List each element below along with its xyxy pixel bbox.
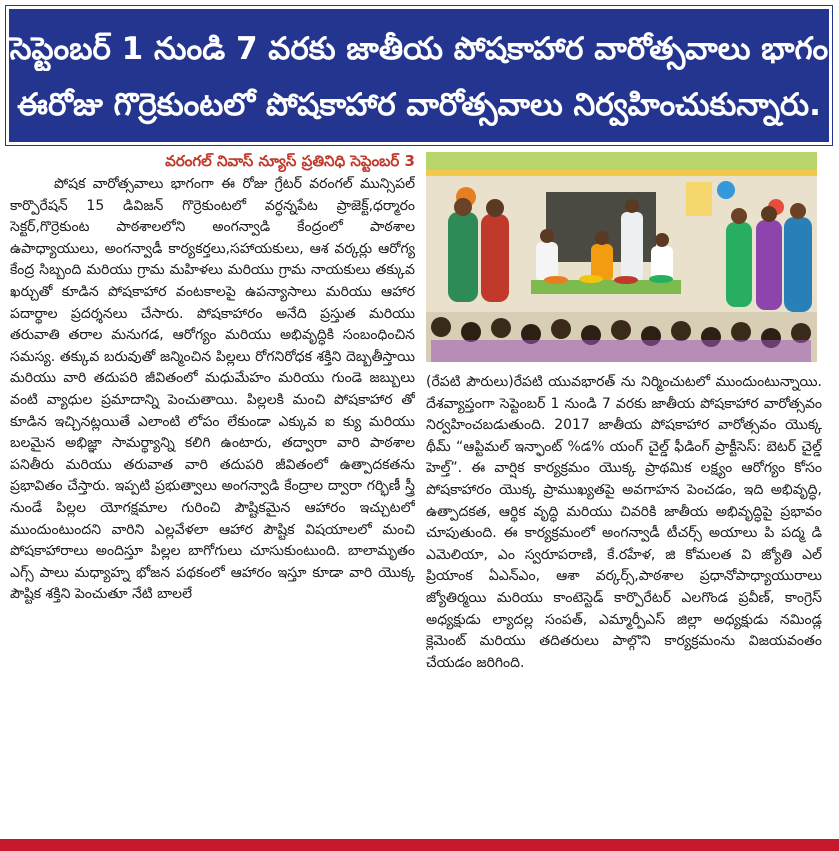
article-column-left <box>10 150 415 835</box>
event-photo <box>426 152 817 362</box>
event-photo-illustration <box>426 152 817 362</box>
headline-line-1: సెప్టెంబర్ 1 నుండి 7 వరకు జాతీయ పోషకాహార వారోత్సవాలు భాగం <box>9 31 829 67</box>
article-body-left: పోషక వారోత్సవాలు భాగంగా ఈ రోజు గ్రేటర్ వరంగల్ మున్సిపల్ కార్పొరేషన్ 15 డివిజన్ గొర్రెకుంటలో వర్ధన్నపేట ప్రాజెక్ట్,ధర్మారం సెక్టర్,గొర్రెకుంట పాఠశాలలోని అంగన్వాడి కేంద్రంలో పాఠశాల ఉపాధ్యాయులు, అంగన్వాడీ కార్యకర్తలు,సహాయకులు, ఆశ వర్కర్లు ఆరోగ్య కేంద్ర సిబ్బంది మరియు గ్రామ మహిళలు మరియు గ్రామ నాయకులు తక్కువ ఖర్చుతో కూడిన పోషకాహార వంటకాలపై ఉపన్యాసాలు మరియు ఆహార పదార్థాల ప్రదర్శనలు చేసారు. పోషకాహారం అనేది ప్రస్తుత మరియు తరువాతి తరాల మనుగడ, ఆరోగ్యం మరియు అభివృద్ధికి సంబంధించిన సమస్య. తక్కువ బరువుతో జన్మించిన పిల్లలు రోగనిరోధక శక్తిని దెబ్బతీస్తాయి మరియు వారి తదుపరి జీవితంలో మధుమేహం మరియు గుండె జబ్బులు వంటి వ్యాధుల ప్రమాదాన్ని పెంచుతాయి. పిల్లలకి మంచి పోషకాహార తో కూడిన ఇచ్చినట్లయితే ఎలాంటి లోపం లేకుండా ఎక్కువ ఐ క్యు మరియు బలమైన అభిజ్ఞా సామర్థ్యాన్ని కలిగి ఉంటారు, తద్వారా వారి పాఠశాల పనితీరు మరియు తరువాత వారి తదుపరి జీవితంలో ఉత్పాదకతను ప్రభావితం చేస్తారు. ఇప్పటి ప్రభుత్వాలు అంగన్వాడి కేంద్రాల ద్వారా గర్భిణీ స్త్రీ నుండే పిల్లల యోగక్షమాల గురించి పౌష్టికమైన ఆహారం ఇచ్చుటలో ముందుంటుందని వారిని ఎల్లవేళలా ఆహార పౌష్టిక విషయాలలో మంచి పోషకాహారాలు అందిస్తూ పిల్లల బాగోగులు చూసుకుంటుంది. బాలామృతం ఎగ్స్ పాలు మధ్యాహ్న భోజన పథకంలో ఆహారం ఇస్తూ కూడా వారి యొక్క పౌష్టిక శక్తిని పెంచుతూ నేటి బాలలే <box>10 176 415 603</box>
article-body-right: (రేపటి పౌరులు)రేపటి యువభారత్ ను నిర్మించుటలో ముందుంటున్నాయి. దేశవ్యాప్తంగా సెప్టెంబర్ 1 నుండి 7 వరకు జాతీయ పోషకాహార వారోత్సవం నిర్వహించబడుతుంది. 2017 జాతీయ పోషకాహార వారోత్సవం యొక్క థీమ్ “ఆప్టిమల్ ఇన్ఫాంట్ %డ% యంగ్ చైల్డ్ ఫీడింగ్ ప్రాక్టీసెస్: బెటర్ చైల్డ్ హెల్త్”. ఈ వార్షిక కార్యక్రమం యొక్క ప్రాథమిక లక్ష్యం ఆరోగ్యం కోసం పోషకాహారం యొక్క ప్రాముఖ్యతపై అవగాహన పెంచడం, ఇది అభివృద్ధి, ఉత్పాదకత, ఆర్థిక వృద్ధి మరియు చివరికి జాతీయ అభివృద్ధిపై ప్రభావం చూపుతుంది. ఈ కార్యక్రమంలో అంగన్వాడీ టీచర్స్ అయాలు పి పద్మ డి ఎమెలియా, ఎం స్వరూపరాణి, కే.రహేళ, జి కోమలత వి జ్యోతి ఎల్ ప్రియాంక ఏఎన్ఎం, ఆశా వర్కర్స్,పాఠశాల ప్రధానోపాధ్యాయురాలు జ్యోతిర్మయి మరియు కాంటెస్టెడ్ కార్పొరేటర్ ఎలగొండ ప్రవీణ్, కాంగ్రెస్ అధ్యక్షుడు ల్యాదల్ల సంపత్, ఎమ్మార్పీఎస్ జిల్లా అధ్యక్షుడు నమిండ్ల క్లెమెంట్ మరియు తదితరులు పాల్గొని కార్యక్రమంను విజయవంతం చేయడం జరిగింది. <box>426 374 822 671</box>
headline-line-2: ఈరోజు గొర్రెకుంటలో పోషకాహార వారోత్సవాలు నిర్వహించుకున్నారు. <box>17 87 821 123</box>
byline: వరంగల్ నివాస్ న్యూస్ ప్రతినిధి సెప్టెంబర్ 3 <box>165 152 415 170</box>
headline-banner <box>6 6 832 145</box>
article-column-right <box>426 372 822 832</box>
bottom-rule <box>0 839 839 851</box>
